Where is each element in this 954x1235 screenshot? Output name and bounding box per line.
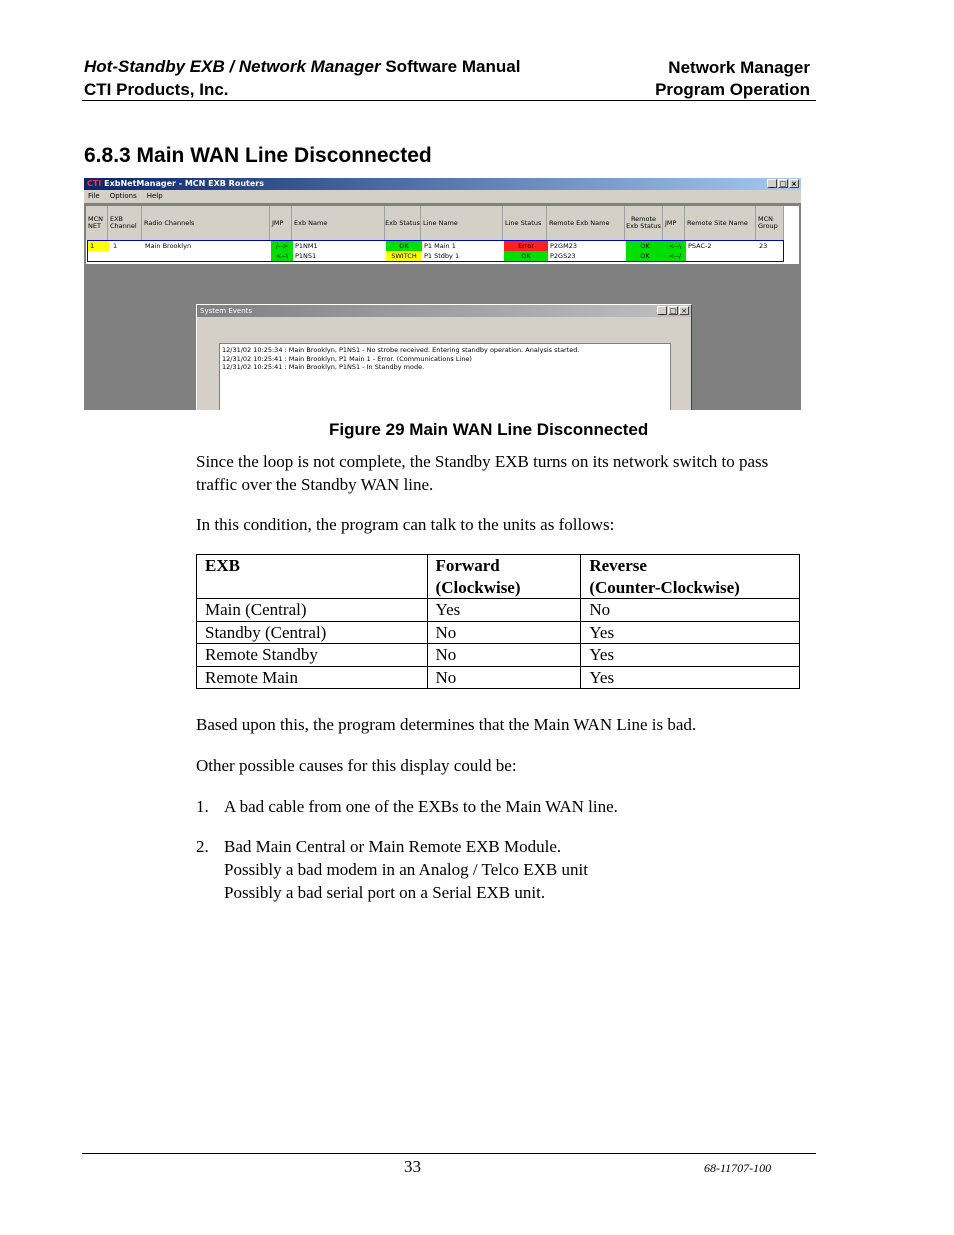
cell-remote-site: PSAC-2: [688, 242, 712, 250]
header-title: Hot-Standby EXB / Network Manager Software Manual: [84, 57, 521, 76]
header-chapter: Network Manager: [668, 58, 810, 77]
table-row: [197, 621, 800, 644]
event-line: 12/31/02 10:25:41 : Main Brooklyn, P1NS1 - In Standby mode.: [222, 363, 425, 371]
maximize-icon[interactable]: □: [779, 180, 787, 188]
app-screenshot: [84, 178, 801, 410]
menubar: [84, 190, 801, 203]
table-row[interactable]: [87, 240, 784, 262]
comm-table: [196, 554, 800, 689]
list-text: A bad cable from one of the EXBs to the Main WAN line.: [224, 797, 618, 816]
cell-mcn-net: 1: [88, 241, 109, 251]
cell-jmp-2: <--\: [271, 251, 293, 261]
cell-exb: Remote Standby: [197, 644, 428, 667]
list-text: Possibly a bad modem in an Analog / Telco EXB unit: [224, 860, 588, 879]
grid-header: [86, 206, 784, 240]
paragraph: Other possible causes for this display could be:: [196, 756, 517, 775]
col-exb-name[interactable]: Exb Name: [292, 206, 385, 240]
table-row: [197, 644, 800, 667]
header-subchapter: Program Operation: [655, 80, 810, 99]
window-title: ExbNetManager - MCN EXB Routers: [101, 179, 264, 188]
events-title: System Events: [200, 307, 253, 315]
paragraph: Since the loop is not complete, the Standby EXB turns on its network switch to pass traffic over the Standby WAN line.: [196, 452, 769, 494]
cell-remote-jmp-1: <--\: [664, 241, 686, 251]
list-text: Bad Main Central or Main Remote EXB Module.: [224, 837, 562, 856]
cell-line-status-2: OK: [504, 251, 548, 261]
cell-reverse: No: [581, 599, 800, 622]
col-mcn-net[interactable]: MCN NET: [86, 206, 108, 240]
cell-reverse: Yes: [581, 621, 800, 644]
page-number: 33: [404, 1157, 421, 1176]
cell-exb-name-1: P1NM1: [295, 242, 318, 250]
window-titlebar: CTI ExbNetManager - MCN EXB Routers _ □ ×: [84, 178, 801, 190]
section-title: 6.8.3 Main WAN Line Disconnected: [84, 144, 432, 167]
list-text: Possibly a bad serial port on a Serial EXB unit.: [224, 883, 546, 902]
figure-caption: Figure 29 Main WAN Line Disconnected: [329, 420, 649, 439]
header-forward: Forward (Clockwise): [427, 555, 581, 599]
cell-forward: No: [427, 666, 581, 689]
col-line-status[interactable]: Line Status: [503, 206, 547, 240]
menu-help[interactable]: Help: [146, 192, 163, 200]
cell-remote-exb-2: P2GS23: [550, 252, 576, 260]
cell-reverse: Yes: [581, 644, 800, 667]
col-mcn-group[interactable]: MCN Group: [756, 206, 784, 240]
list-item: [196, 795, 796, 818]
col-remote-site-name[interactable]: Remote Site Name: [685, 206, 756, 240]
cell-jmp-1: /-->: [271, 241, 293, 251]
col-remote-exb-name[interactable]: Remote Exb Name: [547, 206, 625, 240]
cell-line-name-2: P1 Stdby 1: [424, 252, 460, 260]
events-maximize-icon[interactable]: □: [669, 307, 677, 315]
list-item: [196, 835, 796, 905]
header-reverse: Reverse (Counter-Clockwise): [581, 555, 800, 599]
router-grid: [86, 206, 799, 264]
table-row: [197, 599, 800, 622]
col-remote-exb-status[interactable]: Remote Exb Status: [625, 206, 663, 240]
cell-forward: Yes: [427, 599, 581, 622]
cell-exb-name-2: P1NS1: [295, 252, 317, 260]
doc-number: 68-11707-100: [704, 1161, 772, 1175]
header-company: CTI Products, Inc.: [84, 80, 229, 99]
cell-forward: No: [427, 621, 581, 644]
events-minimize-icon[interactable]: _: [657, 306, 667, 315]
cell-mcn-group: 23: [759, 242, 768, 250]
close-icon[interactable]: ×: [789, 179, 799, 188]
cell-remote-status-1: OK: [626, 241, 664, 251]
header-rule: [82, 100, 816, 101]
col-radio-channels[interactable]: Radio Channels: [142, 206, 270, 240]
events-titlebar: [197, 305, 691, 317]
col-exb-status[interactable]: Exb Status: [385, 206, 421, 240]
events-close-icon[interactable]: ×: [679, 306, 689, 315]
event-line: 12/31/02 10:25:34 : Main Brooklyn, P1NS1 - No strobe received. Entering standby operation. Analysis started.: [222, 346, 580, 354]
cell-exb: Main (Central): [197, 599, 428, 622]
col-exb-channel[interactable]: EXB Channel: [108, 206, 142, 240]
col-line-name[interactable]: Line Name: [421, 206, 503, 240]
table-header-row: [197, 555, 800, 599]
list-number: 2.: [196, 837, 209, 856]
cell-exb-status-2: SWITCH: [386, 251, 422, 261]
cell-reverse: Yes: [581, 666, 800, 689]
col-jmp[interactable]: JMP: [270, 206, 292, 240]
cell-line-name-1: P1 Main 1: [424, 242, 456, 250]
menu-options[interactable]: Options: [109, 192, 137, 200]
cell-remote-exb-1: P2GM23: [550, 242, 577, 250]
cell-radio-channels: Main Brooklyn: [145, 242, 192, 250]
table-row: [197, 666, 800, 689]
minimize-icon[interactable]: _: [767, 179, 777, 188]
list-number: 1.: [196, 797, 209, 816]
cell-exb: Standby (Central): [197, 621, 428, 644]
event-line: 12/31/02 10:25:41 : Main Brooklyn, P1 Main 1 - Error. (Communications Line): [222, 354, 472, 363]
cell-exb-status-1: OK: [386, 241, 422, 251]
paragraph: Based upon this, the program determines that the Main WAN Line is bad.: [196, 715, 697, 734]
cell-forward: No: [427, 644, 581, 667]
system-events-window: [196, 304, 692, 410]
cell-line-status-1: Error: [504, 241, 548, 251]
cell-remote-status-2: OK: [626, 251, 664, 261]
menu-file[interactable]: File: [88, 192, 100, 200]
cell-exb-channel: 1: [113, 242, 118, 250]
col-remote-jmp[interactable]: JMP: [663, 206, 685, 240]
header-exb: EXB: [197, 555, 428, 599]
footer-rule: [82, 1153, 816, 1154]
cell-remote-jmp-2: <--/: [664, 251, 686, 261]
cell-exb: Remote Main: [197, 666, 428, 689]
events-log[interactable]: [219, 343, 671, 410]
paragraph: In this condition, the program can talk to the units as follows:: [196, 515, 615, 534]
